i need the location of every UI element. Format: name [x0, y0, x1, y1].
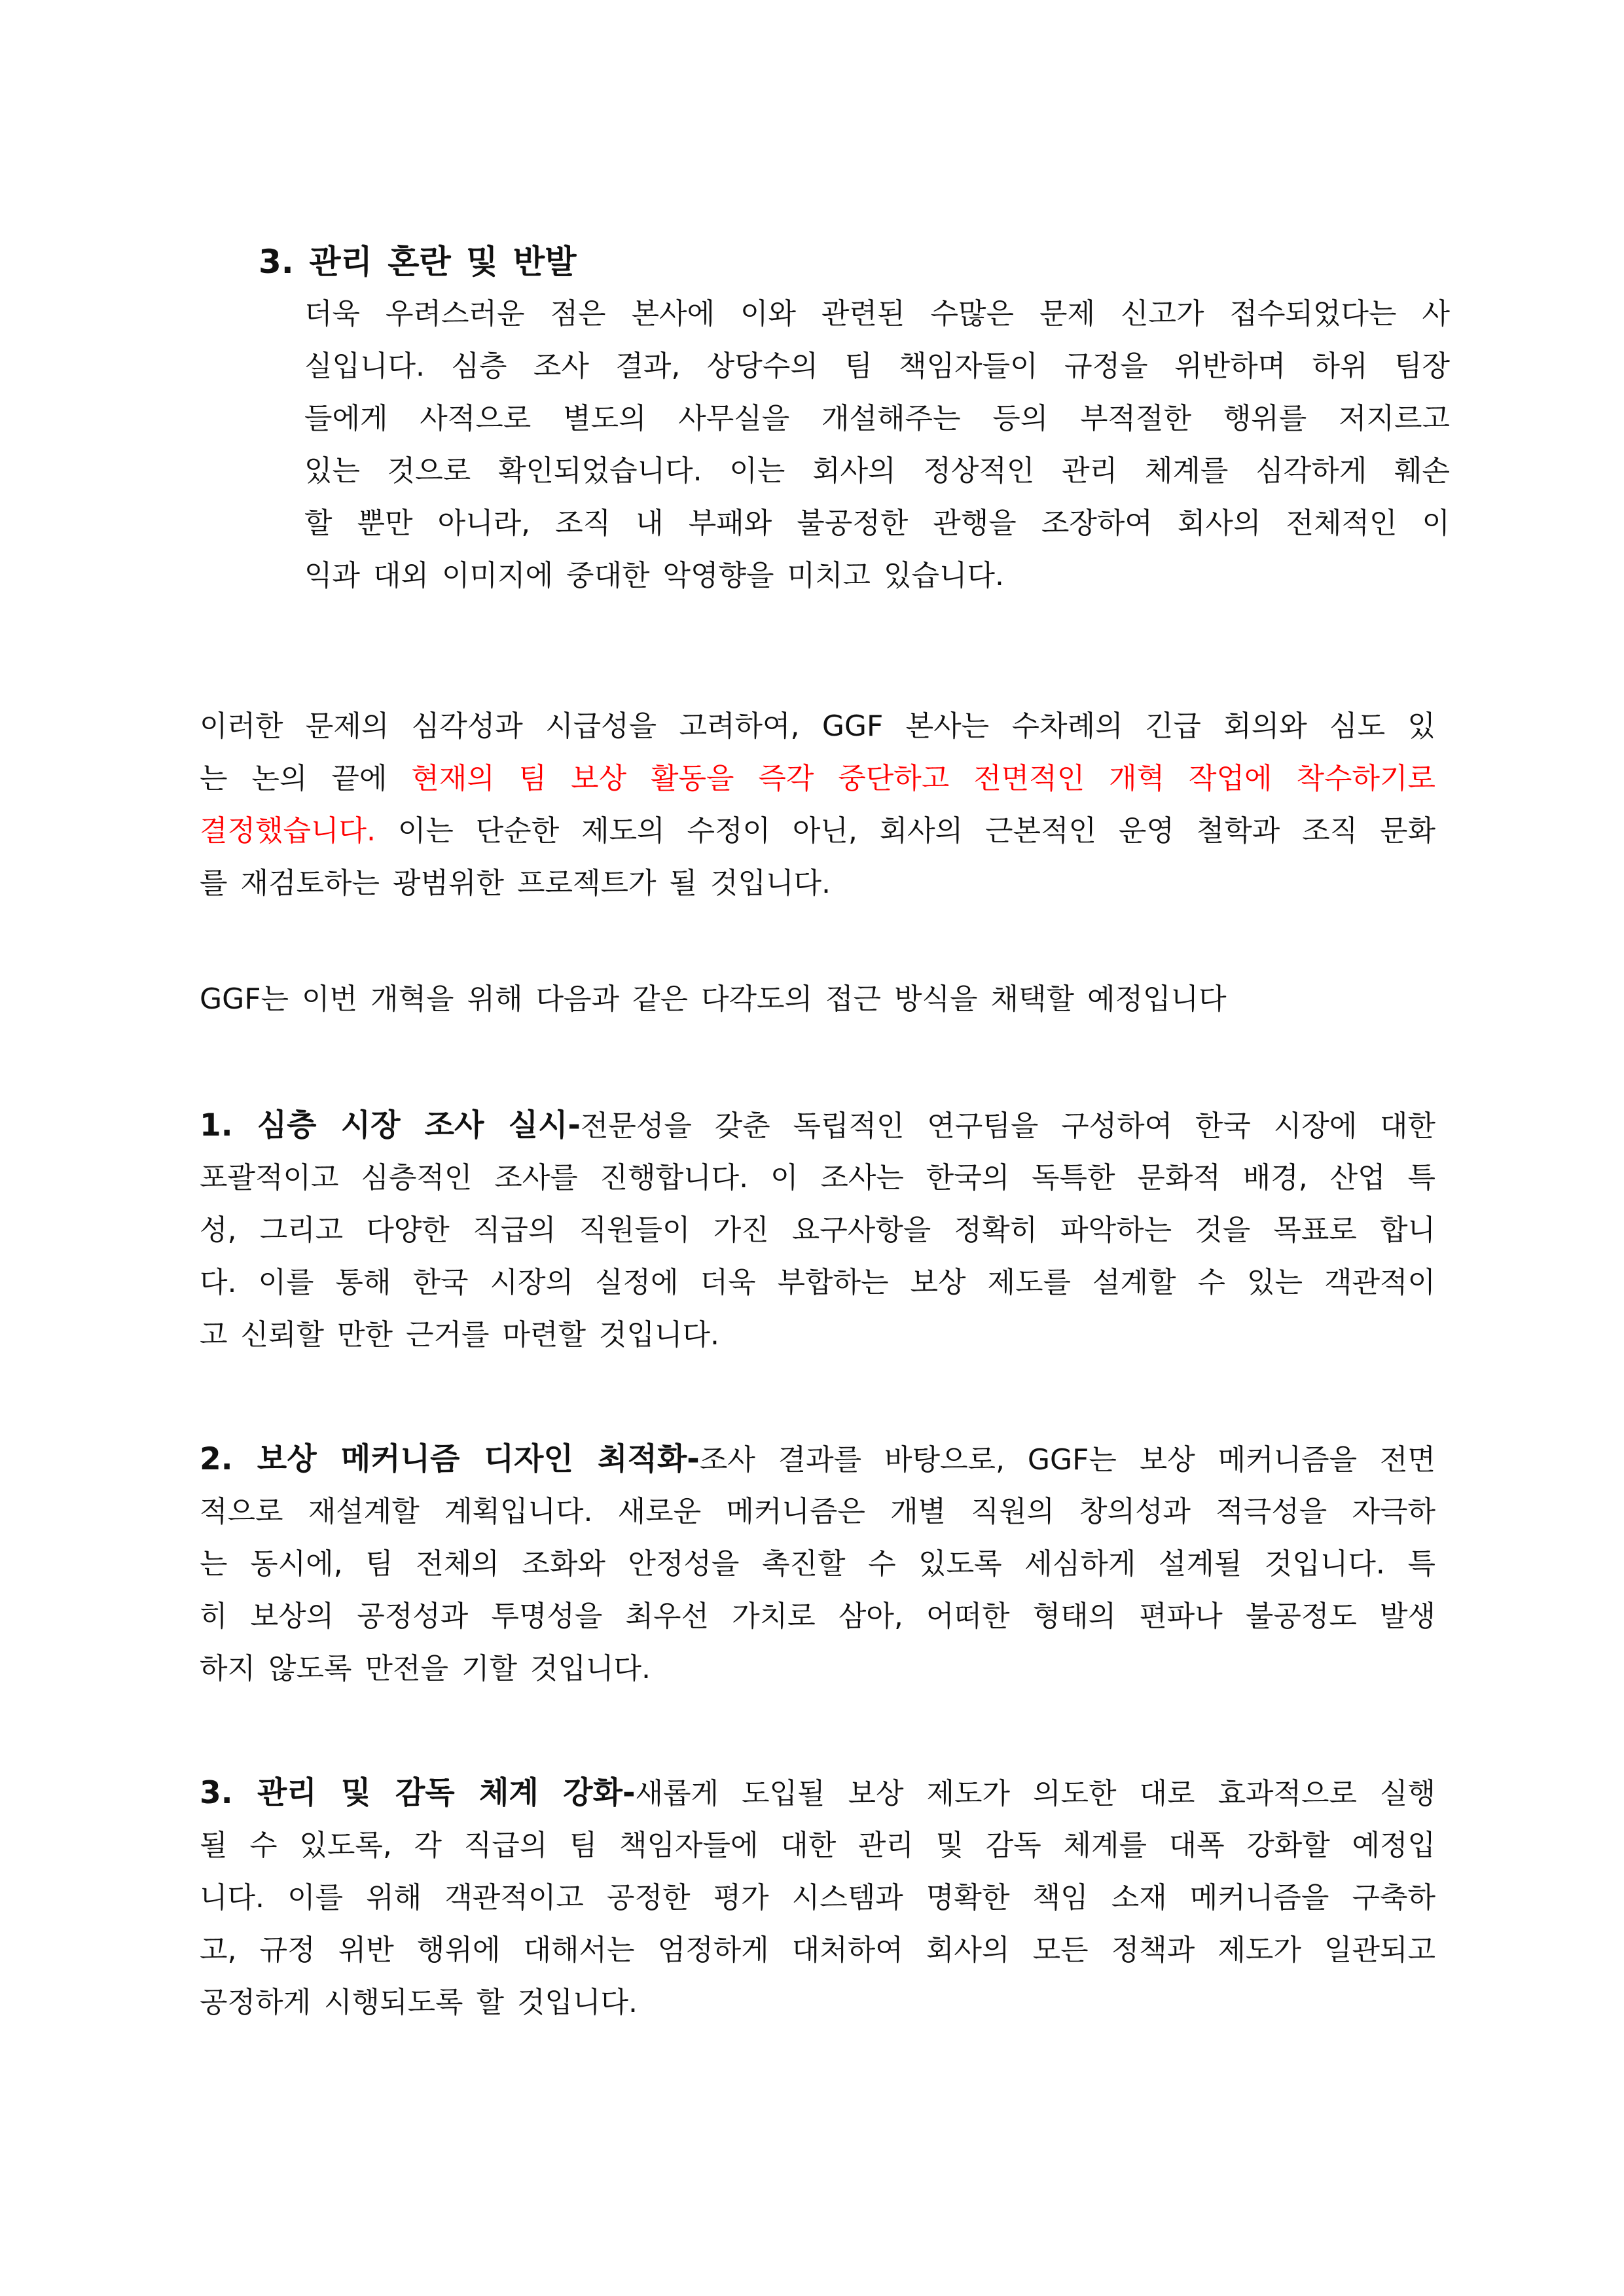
section-3-line: 익과 대외 이미지에 중대한 악영향을 미치고 있습니다.	[304, 559, 1004, 592]
reform-item-title: 3. 관리 및 감독 체계 강화-	[200, 1775, 636, 1811]
reform-item-title: 1. 심층 시장 조사 실시-	[200, 1107, 581, 1143]
decision-text: 이는 단순한 제도의 수정이 아닌, 회사의 근본적인 운영 철학과 조직 문화	[376, 814, 1435, 848]
reform-item-line: 니다. 이를 위해 객관적이고 공정한 평가 시스템과 명확한 책임 소재 메커니즘을 구축하	[200, 1881, 1435, 1914]
decision-highlight: 결정했습니다.	[200, 814, 376, 848]
decision-line: 이러한 문제의 심각성과 시급성을 고려하여, GGF 본사는 수차례의 긴급 회의와 심도 있	[200, 709, 1435, 743]
decision-line	[200, 805, 1435, 857]
section-3-heading: 3. 관리 혼란 및 반발	[259, 243, 577, 281]
section-3-line: 더욱 우려스러운 점은 본사에 이와 관련된 수많은 문제 신고가 접수되었다는 사	[304, 297, 1450, 331]
reform-item-1	[200, 1100, 1435, 1361]
reform-item-title: 2. 보상 메커니즘 디자인 최적화-	[200, 1441, 700, 1477]
reform-item-line: 성, 그리고 다양한 직급의 직원들이 가진 요구사항을 정확히 파악하는 것을 목표로 합니	[200, 1213, 1435, 1247]
reform-item-text: 조사 결과를 바탕으로, GGF는 보상 메커니즘을 전면	[699, 1443, 1435, 1477]
section-3-line: 할 뿐만 아니라, 조직 내 부패와 불공정한 관행을 조장하여 회사의 전체적인 이	[304, 507, 1450, 540]
section-3-line: 있는 것으로 확인되었습니다. 이는 회사의 정상적인 관리 체계를 심각하게 훼손	[304, 454, 1450, 488]
decision-line: 를 재검토하는 광범위한 프로젝트가 될 것입니다.	[200, 867, 831, 900]
reform-item-line: 히 보상의 공정성과 투명성을 최우선 가치로 삼아, 어떠한 형태의 편파나 불공정도 발생	[200, 1600, 1435, 1633]
reform-item-line: 공정하게 시행되도록 할 것입니다.	[200, 1986, 638, 2019]
reform-item-line: 다. 이를 통해 한국 시장의 실정에 더욱 부합하는 보상 제도를 설계할 수 있는 객관적이	[200, 1266, 1435, 1299]
intro-paragraph	[200, 973, 1435, 1026]
reform-item-line: 고, 규정 위반 행위에 대해서는 엄정하게 대처하여 회사의 모든 정책과 제도가 일관되고	[200, 1933, 1435, 1967]
decision-highlight: 현재의 팀 보상 활동을 즉각 중단하고 전면적인 개혁 작업에 착수하기로	[411, 762, 1435, 795]
reform-item-line: 포괄적이고 심층적인 조사를 진행합니다. 이 조사는 한국의 독특한 문화적 배경, 산업 특	[200, 1161, 1435, 1194]
decision-line	[200, 753, 1435, 805]
reform-item-text: 새롭게 도입될 보상 제도가 의도한 대로 효과적으로 실행	[635, 1777, 1435, 1810]
intro-line: GGF는 이번 개혁을 위해 다음과 같은 다각도의 접근 방식을 채택할 예정입니다	[200, 982, 1227, 1016]
reform-item-line: 고 신뢰할 만한 근거를 마련할 것입니다.	[200, 1318, 719, 1352]
reform-item-first-line	[200, 1767, 1435, 1820]
section-3-line: 실입니다. 심층 조사 결과, 상당수의 팀 책임자들이 규정을 위반하며 하위 팀장	[304, 350, 1450, 383]
decision-text: 는 논의 끝에	[200, 762, 412, 795]
section-3-line: 들에게 사적으로 별도의 사무실을 개설해주는 등의 부적절한 행위를 저지르고	[304, 402, 1450, 435]
reform-item-3	[200, 1767, 1435, 2029]
reform-item-line: 하지 않도록 만전을 기할 것입니다.	[200, 1652, 651, 1685]
reform-item-text: 전문성을 갖춘 독립적인 연구팀을 구성하여 한국 시장에 대한	[580, 1109, 1435, 1143]
reform-item-line: 는 동시에, 팀 전체의 조화와 안정성을 촉진할 수 있도록 세심하게 설계될 것입니다. 특	[200, 1547, 1435, 1581]
reform-item-first-line	[200, 1433, 1435, 1486]
reform-item-line: 적으로 재설계할 계획입니다. 새로운 메커니즘은 개별 직원의 창의성과 적극성을 자극하	[200, 1495, 1435, 1528]
reform-item-line: 될 수 있도록, 각 직급의 팀 책임자들에 대한 관리 및 감독 체계를 대폭 강화할 예정입	[200, 1829, 1435, 1862]
section-3-body	[304, 288, 1450, 602]
reform-item-2	[200, 1433, 1435, 1695]
decision-paragraph	[200, 700, 1435, 910]
reform-item-first-line	[200, 1100, 1435, 1152]
